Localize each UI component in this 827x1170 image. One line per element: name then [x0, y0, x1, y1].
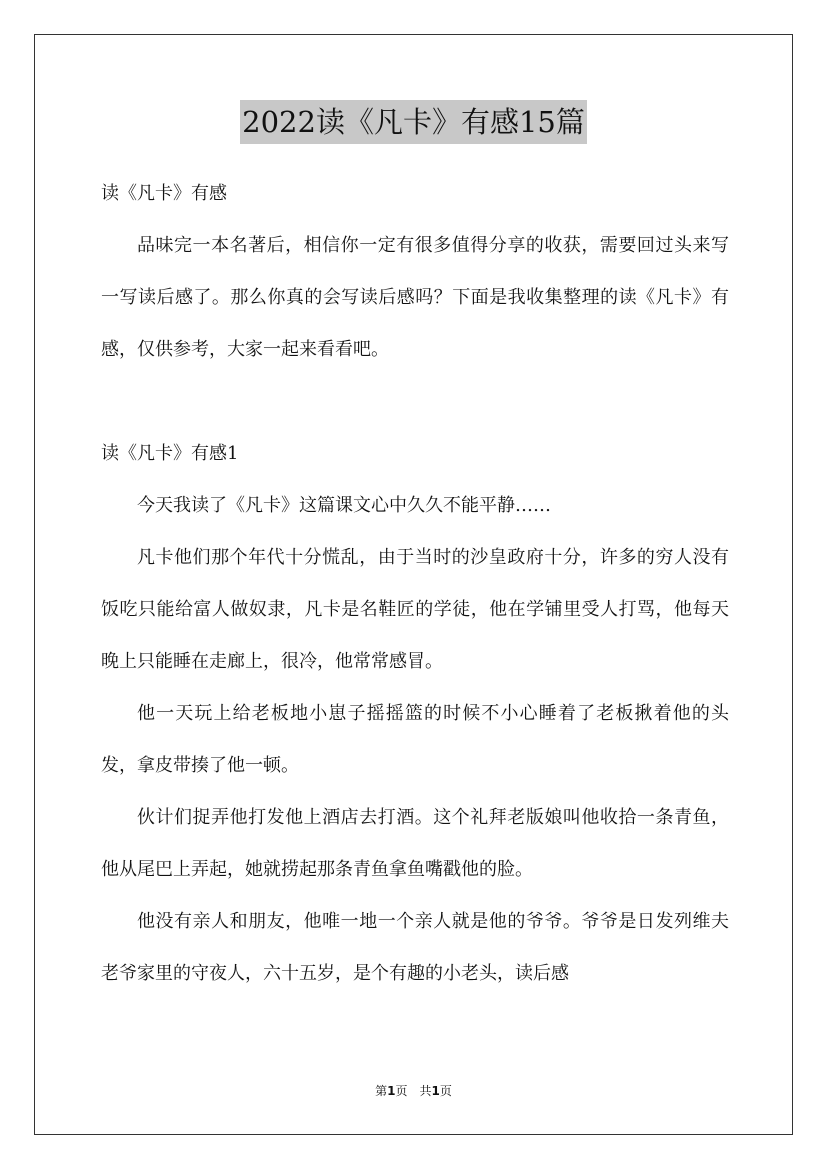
section-heading: 读《凡卡》有感1 — [101, 443, 239, 464]
page-prefix: 第 — [375, 1084, 388, 1098]
body-paragraph: 他一天玩上给老板地小崽子摇摇篮的时候不小心睡着了老板揪着他的头发，拿皮带揍了他一顿。 — [101, 703, 729, 776]
document-body — [101, 168, 729, 1000]
total-prefix: 共 — [419, 1084, 432, 1098]
intro-heading: 读《凡卡》有感 — [101, 183, 227, 204]
page-footer — [0, 1082, 827, 1099]
body-paragraph: 他没有亲人和朋友，他唯一地一个亲人就是他的爷爷。爷爷是日发列维夫老爷家里的守夜人，六十五岁，是个有趣的小老头，读后感 — [101, 911, 729, 984]
body-paragraph: 今天我读了《凡卡》这篇课文心中久久不能平静…… — [137, 495, 551, 516]
body-paragraph: 伙计们捉弄他打发他上酒店去打酒。这个礼拜老版娘叫他收拾一条青鱼，他从尾巴上弄起，她就捞起那条青鱼拿鱼嘴戳他的脸。 — [101, 807, 729, 880]
document-title: 2022读《凡卡》有感15篇 — [240, 100, 587, 144]
total-pages: 1 — [431, 1084, 440, 1098]
title-container — [0, 100, 827, 144]
intro-paragraph: 品味完一本名著后，相信你一定有很多值得分享的收获，需要回过头来写一写读后感了。那么你真的会写读后感吗？下面是我收集整理的读《凡卡》有感，仅供参考，大家一起来看看吧。 — [101, 235, 729, 360]
total-suffix: 页 — [439, 1084, 452, 1098]
section-spacer — [101, 376, 729, 428]
body-paragraph: 凡卡他们那个年代十分慌乱，由于当时的沙皇政府十分，许多的穷人没有饭吃只能给富人做奴隶，凡卡是名鞋匠的学徒，他在学铺里受人打骂，他每天晚上只能睡在走廊上，很冷，他常常感冒。 — [101, 547, 729, 672]
page-number: 1 — [387, 1084, 396, 1098]
page-suffix: 页 — [395, 1084, 408, 1098]
